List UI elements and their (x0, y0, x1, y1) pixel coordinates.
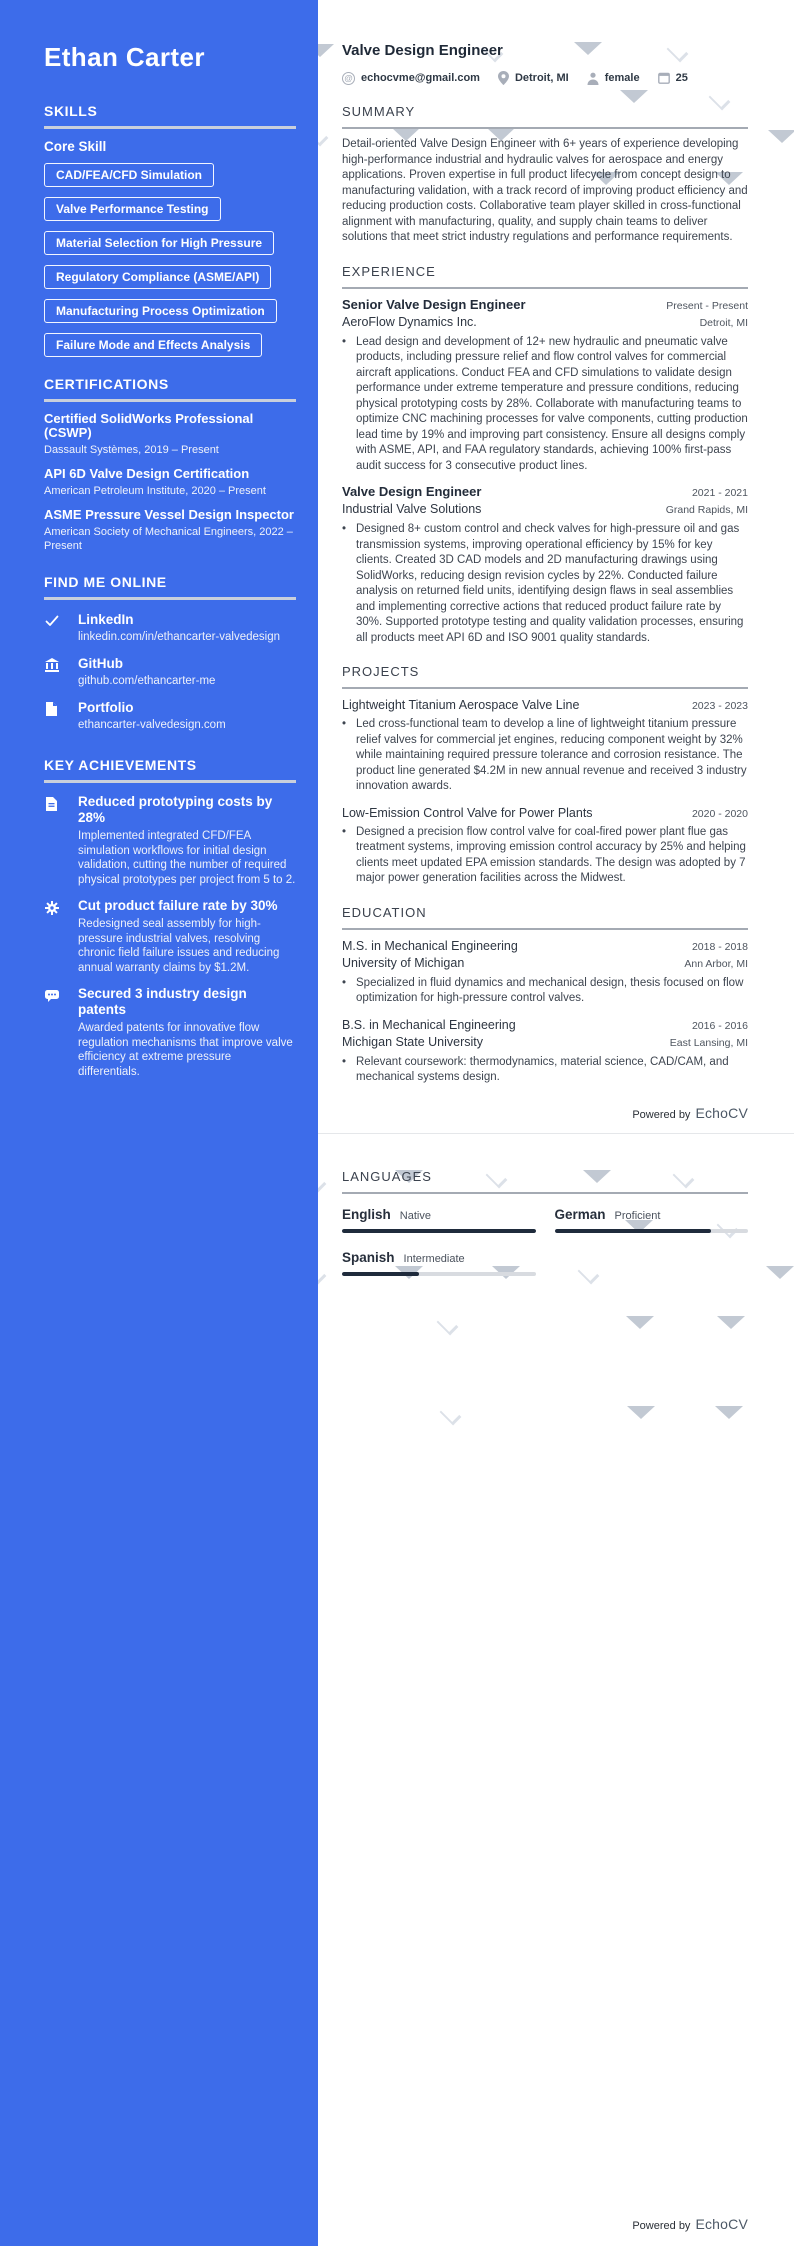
projects-heading: PROJECTS (342, 664, 420, 679)
experience-entry (342, 485, 748, 646)
link-row-linkedin[interactable] (44, 612, 296, 644)
contact-gender: female (587, 72, 640, 85)
skill-chip: CAD/FEA/CFD Simulation (44, 163, 214, 187)
language-bar-fill (342, 1229, 536, 1233)
contact-row (342, 71, 748, 85)
link-label: LinkedIn (78, 612, 134, 627)
bank-icon (44, 656, 64, 688)
education-dates: 2018 - 2018 (691, 940, 748, 953)
job-dates: 2021 - 2021 (691, 487, 748, 499)
section-divider (342, 287, 748, 289)
project-dates: 2020 - 2020 (691, 807, 748, 820)
check-icon (44, 612, 64, 644)
achievement-item (44, 986, 296, 1079)
contact-email: @ echocvme@gmail.com (342, 72, 480, 85)
link-url[interactable]: ethancarter-valvedesign.com (78, 719, 226, 731)
experience-section (342, 265, 748, 647)
language-bar-track (342, 1229, 536, 1233)
chat-icon (44, 986, 64, 1079)
gear-icon (44, 898, 64, 975)
skills-heading: SKILLS (44, 103, 98, 119)
link-row-portfolio[interactable] (44, 700, 296, 732)
link-label: GitHub (78, 656, 123, 671)
job-role: Valve Design Engineer (342, 484, 482, 499)
education-degree: M.S. in Mechanical Engineering (342, 938, 518, 953)
language-name: Spanish (342, 1250, 395, 1265)
person-name: Ethan Carter (44, 42, 205, 72)
education-bullet: • Relevant coursework: thermodynamics, material science, CAD/CAM, and mechanical systems design. (342, 1055, 729, 1083)
experience-entry (342, 298, 748, 475)
language-name: English (342, 1207, 391, 1222)
language-item (342, 1207, 536, 1233)
file-icon (44, 700, 64, 732)
achievement-item (44, 794, 296, 887)
education-entry (342, 939, 748, 1007)
language-item (555, 1207, 749, 1233)
powered-by-label: Powered by (632, 1109, 691, 1121)
skill-chip: Failure Mode and Effects Analysis (44, 333, 262, 357)
achievement-desc: Redesigned seal assembly for high-pressure industrial valves, resolving chronic field failure issues and reducing annual warranty claims by $1.2M. (78, 918, 280, 974)
calendar-icon (658, 72, 670, 84)
key-achievements-heading: KEY ACHIEVEMENTS (44, 757, 197, 773)
resume-page-2 (318, 1134, 794, 2244)
job-location: Detroit, MI (699, 316, 748, 329)
education-section (342, 906, 748, 1086)
certification-item (44, 467, 296, 498)
education-school: Michigan State University (342, 1034, 484, 1049)
certification-name: API 6D Valve Design Certification (44, 466, 250, 481)
contact-location: Detroit, MI (498, 71, 569, 85)
at-icon: @ (342, 72, 355, 85)
link-label: Portfolio (78, 700, 134, 715)
skill-chip-list (44, 163, 296, 357)
experience-heading: EXPERIENCE (342, 263, 436, 279)
project-name: Lightweight Titanium Aerospace Valve Line (342, 698, 580, 712)
education-dates: 2016 - 2016 (691, 1019, 748, 1032)
section-divider (44, 780, 296, 783)
language-grid (342, 1207, 748, 1276)
find-me-online-section (44, 575, 296, 732)
job-role: Senior Valve Design Engineer (342, 296, 526, 312)
certification-item (44, 508, 296, 553)
echocv-brand: EchoCV (695, 2216, 748, 2232)
link-url[interactable]: linkedin.com/in/ethancarter-valvedesign (78, 631, 280, 643)
summary-text: Detail-oriented Valve Design Engineer with 6+ years of experience developing high-performance industrial and hydraulic valves for aerospace and energy applications. Proven expertise in full product lifecycle from concept design to manufacturing validation, with a track record of improving product efficiency and reducing production costs. Collaborative team player skilled in cross-functional alignment with manufacturing, quality, and supply chain teams to deliver solutions that meet strict industry regulations and performance requirements. (342, 138, 748, 243)
summary-section (342, 105, 748, 246)
language-bar-fill (555, 1229, 712, 1233)
certification-org: American Petroleum Institute, 2020 – Present (44, 485, 266, 497)
achievement-desc: Awarded patents for innovative flow regulation mechanisms that improve valve efficiency at extreme pressure differentials. (78, 1022, 293, 1078)
find-me-online-heading: FIND ME ONLINE (44, 574, 167, 590)
echocv-brand: EchoCV (695, 1105, 748, 1121)
job-company: Industrial Valve Solutions (342, 502, 482, 516)
skills-section (44, 104, 296, 357)
certification-name: Certified SolidWorks Professional (CSWP) (44, 411, 254, 440)
document-icon (44, 794, 64, 887)
achievement-title: Reduced prototyping costs by 28% (78, 794, 273, 825)
powered-by-label: Powered by (632, 2220, 691, 2232)
language-bar-track (342, 1272, 536, 1276)
language-name: German (554, 1207, 606, 1222)
language-bar-fill (342, 1272, 419, 1276)
projects-section (342, 665, 748, 887)
section-divider (342, 1192, 748, 1194)
achievement-title: Secured 3 industry design patents (78, 986, 247, 1017)
certification-org: Dassault Systèmes, 2019 – Present (44, 444, 219, 456)
project-dates: 2023 - 2023 (691, 700, 748, 712)
certification-name: ASME Pressure Vessel Design Inspector (44, 507, 294, 522)
page1-footer (632, 1105, 748, 1121)
section-divider (44, 597, 296, 600)
key-achievements-section (44, 758, 296, 1079)
language-level: Native (399, 1210, 431, 1222)
job-location: Grand Rapids, MI (665, 504, 748, 516)
language-bar-track (555, 1229, 749, 1233)
person-icon (587, 72, 599, 85)
job-title-header: Valve Design Engineer (342, 42, 503, 59)
main-column (318, 0, 794, 2244)
languages-section (342, 1170, 748, 1276)
job-company: AeroFlow Dynamics Inc. (342, 314, 477, 329)
section-divider (44, 126, 296, 129)
section-divider (44, 399, 296, 402)
education-location: East Lansing, MI (669, 1036, 748, 1049)
job-dates: Present - Present (666, 299, 748, 312)
project-bullet: • Led cross-functional team to develop a line of lightweight titanium pressure relief valves for commercial jet engines, reducing component weight by 32% while maintaining required pressure tolerance and corrosion resistance. The product line generated $4.2M in new annual revenue and received 3 industry innovation awards. (342, 718, 747, 792)
link-url[interactable]: github.com/ethancarter-me (78, 675, 216, 687)
education-bullet: • Specialized in fluid dynamics and mechanical design, thesis focused on flow optimization for high-pressure control valves. (342, 976, 744, 1004)
certifications-section (44, 377, 296, 553)
certification-item (44, 412, 296, 457)
skill-chip: Manufacturing Process Optimization (44, 299, 277, 323)
education-heading: EDUCATION (342, 904, 427, 920)
skill-group-label: Core Skill (44, 139, 107, 154)
education-location: Ann Arbor, MI (684, 957, 748, 970)
certification-org: American Society of Mechanical Engineers, 2022 – Present (44, 526, 293, 552)
project-bullet: • Designed a precision flow control valve for coal-fired power plant flue gas treatment systems, improving emission control accuracy by 25% and helping clients meet updated EPA emission standards. The design was adopted by 7 major power generation facilities across the Midwest. (342, 825, 746, 884)
education-entry (342, 1018, 748, 1086)
education-degree: B.S. in Mechanical Engineering (342, 1017, 516, 1032)
achievement-title: Cut product failure rate by 30% (78, 898, 278, 913)
language-item (342, 1250, 536, 1276)
language-level: Intermediate (403, 1253, 465, 1265)
location-pin-icon (498, 71, 509, 85)
section-divider (342, 928, 748, 930)
skill-chip: Material Selection for High Pressure (44, 231, 274, 255)
languages-heading: LANGUAGES (342, 1169, 432, 1184)
language-level: Proficient (614, 1210, 661, 1222)
summary-heading: SUMMARY (342, 104, 416, 119)
education-school: University of Michigan (342, 955, 465, 970)
section-divider (342, 127, 748, 129)
project-entry (342, 806, 748, 887)
project-entry (342, 698, 748, 795)
skill-chip: Valve Performance Testing (44, 197, 221, 221)
achievement-item (44, 898, 296, 975)
project-name: Low-Emission Control Valve for Power Plants (342, 805, 593, 820)
job-bullet: • Lead design and development of 12+ new hydraulic and pneumatic valve products, including pressure relief and flow control valves for commercial aircraft applications. Conduct FEA and CFD simulations to validate design performance under extreme temperature and pressure conditions, reducing physical prototyping costs by 28%. Collaborate with manufacturing teams to optimize CNC machining processes for valve components, cutting production lead time by 19% and improving part consistency. Ensure all designs comply with ASME, API, and FAA regulatory standards, achieving 100% first-pass audit success for 3 consecutive product lines. (342, 335, 748, 472)
job-bullet: • Designed 8+ custom control and check valves for high-pressure oil and gas transmission systems, improving operational efficiency by 15% for key clients. Created 3D CAD models and 2D manufacturing drawings using SolidWorks, reducing design revision cycles by 22%. Conducted failure analysis on returned field units, identifying design flaws in seal assemblies and implementing corrective actions that reduced product failure rate by 30%. Supported prototype testing and quality validation processes, ensuring all products meet API 6D and ISO 9001 quality standards. (342, 523, 744, 644)
page2-footer (632, 2216, 748, 2232)
section-divider (342, 687, 748, 689)
resume-page-1 (318, 0, 794, 1134)
certifications-heading: CERTIFICATIONS (44, 376, 169, 392)
link-row-github[interactable] (44, 656, 296, 688)
achievement-desc: Implemented integrated CFD/FEA simulation workflows for initial design validation, cutting the number of required physical prototypes per project from 5 to 2. (78, 830, 296, 886)
sidebar (0, 0, 318, 2246)
contact-age: 25 (658, 72, 688, 84)
skill-chip: Regulatory Compliance (ASME/API) (44, 265, 271, 289)
